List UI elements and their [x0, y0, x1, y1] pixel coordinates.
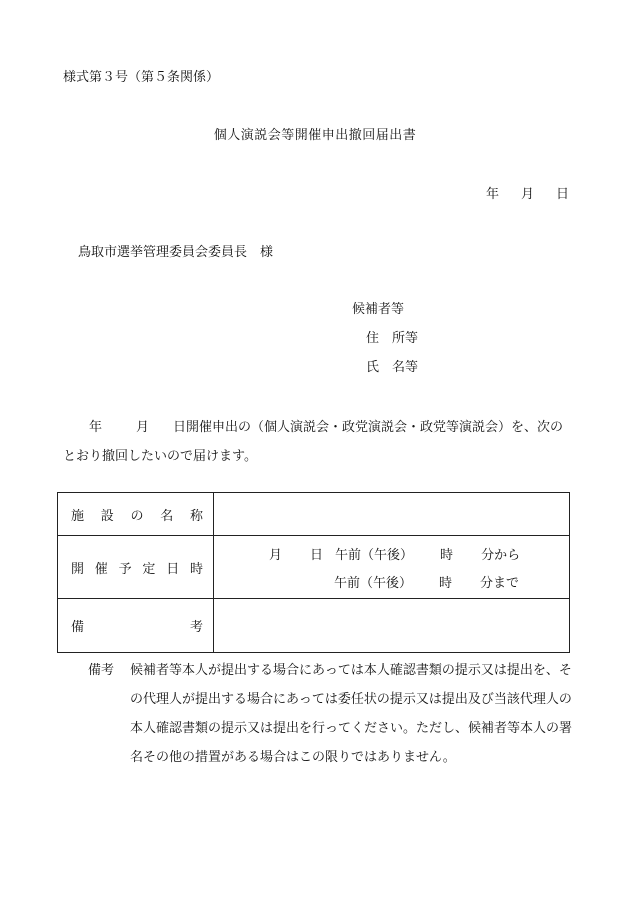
addressee: 鳥取市選挙管理委員会委員長 様 — [78, 245, 274, 260]
note — [88, 656, 576, 772]
date-year: 年 — [485, 187, 499, 202]
form-number: 様式第３号（第５条関係） — [63, 70, 220, 85]
schedule-end-line — [214, 567, 569, 595]
date-day: 日 — [555, 187, 569, 202]
facility-row — [58, 493, 570, 536]
schedule-start-from: 分から — [481, 547, 521, 563]
schedule-row — [58, 536, 570, 599]
body-text: 日開催申出の（個人演説会・政党演説会・政党等演説会）を、次のとおり撤回したいので届けます。 — [63, 420, 564, 464]
note-text: 候補者等本人が提出する場合にあっては本人確認書類の提示又は提出を、その代理人が提出する場合にあっては委任状の提示又は提出及び当該代理人の本人確認書類の提示又は提出を行ってください。ただし、候補者等本人の署名その他の措置がある場合はこの限りではありません。 — [130, 663, 573, 765]
body-month: 月 — [136, 420, 150, 435]
name-label: 氏 名等 — [366, 360, 419, 375]
address-label: 住 所等 — [366, 331, 419, 346]
schedule-label: 開 催 予 定 日 時 — [58, 536, 214, 599]
remarks-row — [58, 599, 570, 653]
schedule-start-line — [214, 539, 569, 567]
schedule-start-ampm: 午前（午後） — [335, 547, 414, 563]
schedule-value[interactable] — [214, 536, 570, 599]
candidate-label: 候補者等 — [352, 302, 405, 317]
info-table — [57, 492, 570, 653]
document-title: 個人演説会等開催申出撤回届出書 — [213, 128, 417, 143]
note-lead: 備考 — [88, 663, 115, 678]
date-month: 月 — [520, 187, 534, 202]
schedule-end-ampm: 午前（午後） — [334, 575, 413, 591]
schedule-month: 月 — [269, 547, 283, 563]
remarks-value[interactable] — [214, 599, 570, 653]
schedule-end-hour: 時 — [439, 575, 453, 591]
facility-label: 施 設 の 名 称 — [58, 493, 214, 536]
body-paragraph — [63, 413, 575, 471]
schedule-start-hour: 時 — [440, 547, 454, 563]
schedule-end-until: 分まで — [480, 575, 520, 591]
schedule-day: 日 — [310, 547, 324, 563]
date-line — [486, 183, 569, 202]
body-year: 年 — [89, 420, 103, 435]
facility-value[interactable] — [214, 493, 570, 536]
remarks-label: 備 考 — [58, 599, 214, 653]
